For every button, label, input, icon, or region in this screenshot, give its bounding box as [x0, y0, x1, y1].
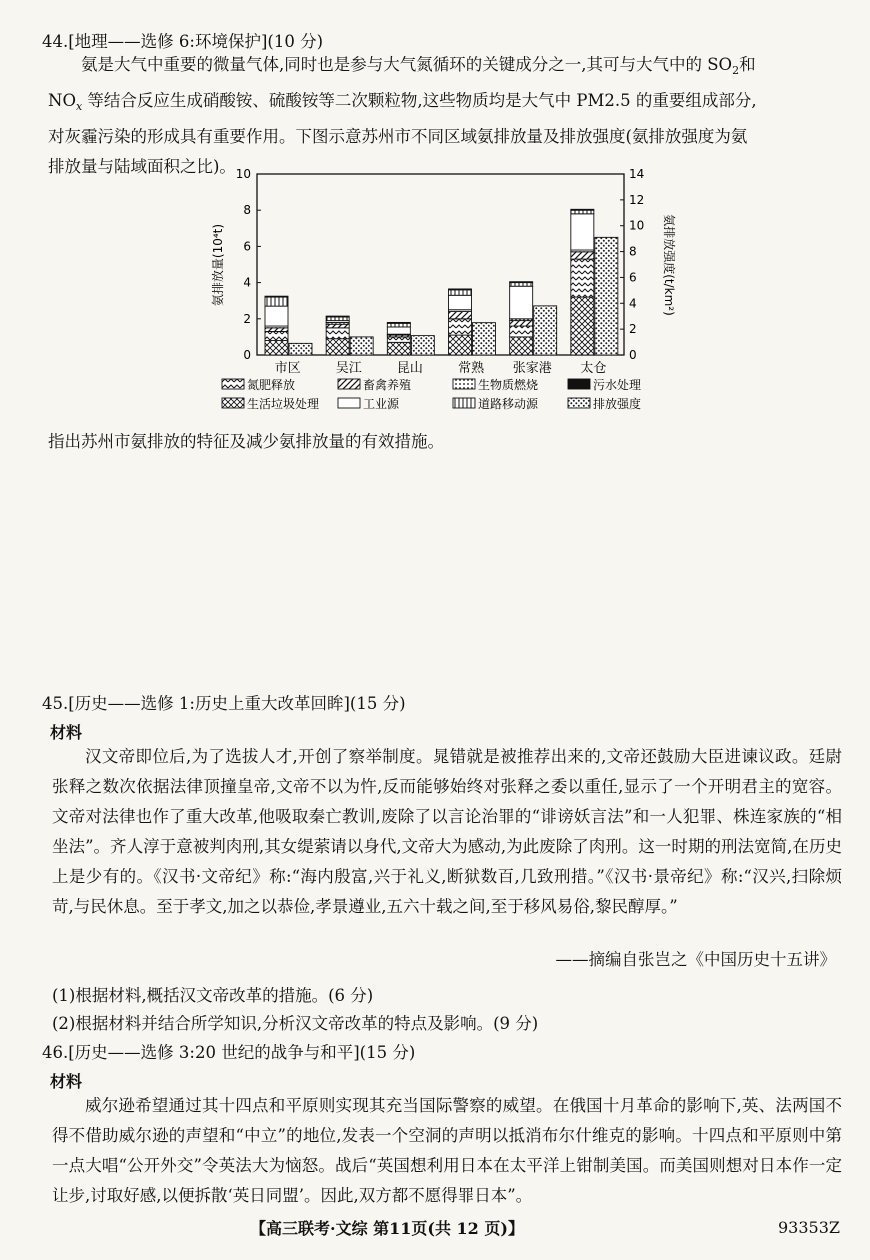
bar-segment-e6b1a1e6b0b4e5a484 — [510, 282, 533, 283]
q44-intro-d: 对灰霾污染的形成具有重要作用。下图示意苏州市不同区域氨排放量及排放强度(氨排放强度为氨 — [48, 127, 748, 146]
bar-segment-e98193e8b7afe7a7bb — [571, 210, 594, 214]
right-tick-label: 14 — [629, 167, 645, 181]
q46-material — [52, 1091, 842, 1211]
legend-label: 排放强度 — [593, 397, 642, 411]
bar-segment-e7949fe6b4bbe59e83 — [571, 297, 594, 355]
bar-segment-e98193e8b7afe7a7bb — [387, 323, 410, 327]
nox-text: NO — [48, 91, 76, 110]
intensity-bar — [350, 337, 373, 355]
page-footer: 【高三联考·文综 第11页(共 12 页)】 — [250, 1219, 524, 1238]
bar-segment-e98193e8b7afe7a7bb — [510, 283, 533, 287]
legend-swatch — [453, 379, 475, 389]
q45-material-label: 材料 — [50, 723, 83, 742]
left-tick-label: 10 — [235, 167, 251, 181]
left-tick-label: 0 — [243, 348, 251, 362]
legend-swatch — [453, 398, 475, 408]
q44-intro-e: 排放量与陆域面积之比)。 — [48, 157, 236, 176]
q45-header: 45.[历史——选修 1:历史上重大改革回眸](15 分) — [42, 694, 406, 713]
bar-segment-e7949fe6b4bbe59e83 — [449, 335, 472, 355]
bar-segment-e7949fe6b4bbe59e83 — [265, 341, 288, 355]
bar-group — [265, 209, 618, 355]
legend-swatch — [568, 379, 590, 389]
x-category-label: 市区 — [274, 361, 301, 376]
nox-subscript: x — [75, 100, 83, 113]
legend-swatch — [568, 398, 590, 408]
q45-subquestion-2: (2)根据材料并结合所学知识,分析汉文帝改革的特点及影响。(9 分) — [52, 1014, 539, 1033]
legend-label: 氮肥释放 — [247, 378, 296, 392]
bar-segment-e6b0aee882a5e9878a — [449, 319, 472, 335]
q45-subquestion-1: (1)根据材料,概括汉文帝改革的措施。(6 分) — [52, 986, 374, 1005]
x-category-label: 昆山 — [396, 361, 423, 376]
bar-segment-e5b7a5e4b89ae6ba90 — [265, 306, 288, 326]
right-tick-label: 12 — [629, 192, 645, 207]
bar-segment-e6b0aee882a5e9878a — [510, 326, 533, 337]
bar-segment-e7959ce7a6bde585bb — [326, 324, 349, 328]
bar-segment-e98193e8b7afe7a7bb — [265, 297, 288, 306]
q44-intro-a: 氨是大气中重要的微量气体,同时也是参与大气氮循环的关键成分之一,其可与大气中的 SO — [81, 55, 733, 74]
legend-swatch — [222, 379, 244, 389]
q45-material — [52, 742, 842, 922]
right-axis-label: 氨排放强度(t/km²) — [662, 214, 676, 316]
bar-segment-e6b0aee882a5e9878a — [326, 328, 349, 339]
legend-swatch — [338, 379, 360, 389]
bar-segment-e7959ce7a6bde585bb — [571, 252, 594, 259]
right-tick-label: 2 — [629, 322, 637, 337]
bar-segment-e7949fe6b4bbe59e83 — [326, 339, 349, 355]
bar-segment-e7949fe6b4bbe59e83 — [510, 337, 533, 355]
legend-swatch — [338, 398, 360, 408]
right-tick-label: 10 — [629, 218, 645, 233]
legend-label: 污水处理 — [593, 378, 642, 392]
so2-subscript: 2 — [732, 64, 740, 77]
right-tick-label: 0 — [629, 348, 637, 362]
bar-segment-e7959ce7a6bde585bb — [510, 321, 533, 326]
left-tick-label: 6 — [243, 239, 251, 254]
q44-intro-c: 等结合反应生成硝酸铵、硫酸铵等二次颗粒物,这些物质均是大气中 PM2.5 的重要组成部分, — [82, 91, 757, 110]
exam-code: 93353Z — [777, 1218, 840, 1237]
plot-frame — [257, 174, 624, 355]
bar-segment-e98193e8b7afe7a7bb — [326, 317, 349, 321]
bar-segment-e5b7a5e4b89ae6ba90 — [387, 327, 410, 334]
x-category-label: 常熟 — [458, 361, 485, 376]
q45-material-text: 汉文帝即位后,为了选拔人才,开创了察举制度。晁错就是被推荐出来的,文帝还鼓励大臣进谏议政。廷尉张释之数次依据法律顶撞皇帝,文帝不以为忤,反而能够始终对张释之委以重任,显示了一个开明君主的宽容。文帝对法律也作了重大改革,他吸取秦亡教训,废除了以言论治罪的“诽谤妖言法”和一人犯罪、株连家族的“相坐法”。齐人淳于意被判肉刑,其女缇萦请以身代,文帝大为感动,为此废除了肉刑。这一时期的刑法宽简,在历史上是少有的。《汉书·文帝纪》称:“海内殷富,兴于礼义,断狱数百,几致刑措。”《汉书·景帝纪》称:“汉兴,扫除烦苛,与民休息。至于孝文,加之以恭俭,孝景遵业,五六十载之间,至于移风易俗,黎民醇厚。” — [52, 747, 842, 916]
bar-segment-e5b7a5e4b89ae6ba90 — [510, 286, 533, 319]
x-category-label: 太仓 — [580, 361, 607, 376]
bar-segment-e98193e8b7afe7a7bb — [449, 290, 472, 295]
legend-label: 畜禽养殖 — [363, 378, 412, 392]
x-category-label: 张家港 — [512, 361, 552, 376]
bar-segment-e6b0aee882a5e9878a — [265, 331, 288, 340]
bar-segment-e6b1a1e6b0b4e5a484 — [449, 289, 472, 290]
bar-segment-e5b7a5e4b89ae6ba90 — [571, 214, 594, 250]
left-tick-label: 2 — [243, 311, 251, 326]
bar-segment-e6b0aee882a5e9878a — [571, 259, 594, 297]
q45-source: ——摘编自张岂之《中国历史十五讲》 — [555, 950, 836, 969]
bar-segment-e6b1a1e6b0b4e5a484 — [326, 316, 349, 317]
bar-segment-e7959ce7a6bde585bb — [265, 328, 288, 332]
legend-label: 道路移动源 — [478, 397, 539, 411]
bar-segment-e7949fe6b4bbe59e83 — [387, 342, 410, 355]
x-axis-categories — [275, 360, 607, 376]
left-tick-label: 8 — [243, 203, 251, 218]
bar-segment-e7959ce7a6bde585bb — [449, 312, 472, 319]
q46-header: 46.[历史——选修 3:20 世纪的战争与和平](15 分) — [42, 1043, 416, 1062]
ammonia-chart — [210, 162, 680, 424]
bar-segment-e6b1a1e6b0b4e5a484 — [387, 322, 410, 323]
q46-material-label: 材料 — [50, 1072, 83, 1091]
bar-segment-e6b0aee882a5e9878a — [387, 337, 410, 342]
q44-intro-b: 和 — [739, 55, 756, 74]
left-tick-label: 4 — [243, 275, 251, 290]
legend-label: 生活垃圾处理 — [247, 397, 320, 411]
x-category-label: 吴江 — [335, 361, 362, 376]
right-tick-label: 8 — [629, 244, 637, 259]
intensity-bar — [411, 336, 434, 355]
bar-segment-e5b7a5e4b89ae6ba90 — [449, 295, 472, 309]
intensity-bar — [289, 343, 312, 355]
q44-question: 指出苏州市氨排放的特征及减少氨排放量的有效措施。 — [48, 432, 444, 451]
legend-label: 工业源 — [363, 397, 400, 411]
q44-header: 44.[地理——选修 6:环境保护](10 分) — [42, 32, 324, 51]
intensity-bar — [473, 323, 496, 355]
legend-label: 生物质燃烧 — [478, 378, 539, 392]
right-tick-label: 6 — [629, 270, 637, 285]
q46-material-text: 威尔逊希望通过其十四点和平原则实现其充当国际警察的威望。在俄国十月革命的影响下,英、法两国不得不借助威尔逊的声望和“中立”的地位,发表一个空洞的声明以抵消布尔什维克的影响。十四点和平原则中第一点大唱“公开外交”令英法大为恼怒。战后“英国想利用日本在太平洋上钳制美国。而美国则想对日本作一定让步,讨取好感,以便拆散‘英日同盟’。因此,双方都不愿得罪日本”。 — [52, 1096, 842, 1205]
intensity-bar — [595, 237, 618, 355]
intensity-bar — [534, 306, 557, 355]
bar-segment-e6b1a1e6b0b4e5a484 — [265, 296, 288, 297]
left-axis-label: 氨排放量(10⁴t) — [211, 223, 225, 307]
right-tick-label: 4 — [629, 296, 637, 311]
legend-swatch — [222, 398, 244, 408]
bar-segment-e6b1a1e6b0b4e5a484 — [571, 209, 594, 210]
chart-legend — [222, 377, 641, 411]
